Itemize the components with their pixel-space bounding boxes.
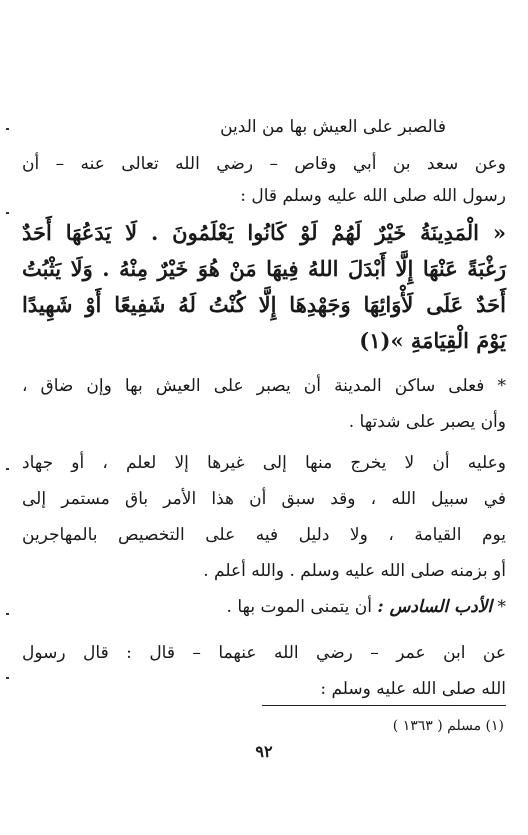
page-number: ٩٢ [255, 742, 273, 761]
hadith-line: يَوْمَ الْقِيَامَةِ »(١) [359, 328, 506, 353]
text-line: * فعلى ساكن المدينة أن يصبر على العيش بها وإن ضاق ، [22, 376, 506, 396]
margin-mark [6, 468, 9, 470]
hadith-line: أَحَدٌ عَلَى لَأْوَائِهَا وَجَهْدِهَا إِلَّا كُنْتُ لَهُ شَفِيعًا أَوْ شَهِيدًا [22, 292, 506, 317]
text-line: فالصبر على العيش بها من الدين [220, 117, 446, 137]
margin-mark [6, 128, 9, 130]
heading-marker: * [497, 597, 506, 617]
text-line: عن ابن عمر – رضي الله عنهما – قال : قال رسول [22, 643, 506, 663]
hadith-line: رَغْبَةً عَنْهَا إِلَّا أَبْدَلَ اللهُ فِيهَا مَنْ هُوَ خَيْرٌ مِنْهُ . وَلَا يَثْبُتُ [22, 256, 506, 281]
heading-text: أن يتمنى الموت بها . [226, 597, 372, 617]
text-line: الله صلى الله عليه وسلم : [320, 679, 506, 699]
margin-mark [6, 212, 9, 214]
text-line: في سبيل الله ، وقد سبق أن هذا الأمر باق مستمر إلى [22, 489, 506, 509]
heading-label: الأدب السادس : [377, 597, 493, 617]
text-line: وعن سعد بن أبي وقاص – رضي الله تعالى عنه – أن [22, 154, 506, 174]
footnote-divider [262, 705, 506, 706]
footnote: (١) مسلم ( ١٣٦٣ ) [392, 718, 504, 734]
text-line: يوم القيامة ، ولا دليل فيه على التخصيص بالمهاجرين [22, 525, 506, 545]
margin-mark [6, 677, 9, 679]
text-line: رسول الله صلى الله عليه وسلم قال : [240, 186, 506, 206]
hadith-line: « الْمَدِينَةُ خَيْرٌ لَهُمْ لَوْ كَانُوا يَعْلَمُونَ . لَا يَدَعُهَا أَحَدٌ [22, 220, 506, 245]
text-line: وعليه أن لا يخرج منها إلى غيرها إلا لعلم ، أو جهاد [22, 453, 506, 473]
text-line: أو بزمنه صلى الله عليه وسلم . والله أعلم . [203, 561, 506, 581]
section-heading [22, 599, 506, 616]
margin-mark [6, 613, 9, 615]
text-line: وأن يصبر على شدتها . [348, 412, 506, 432]
